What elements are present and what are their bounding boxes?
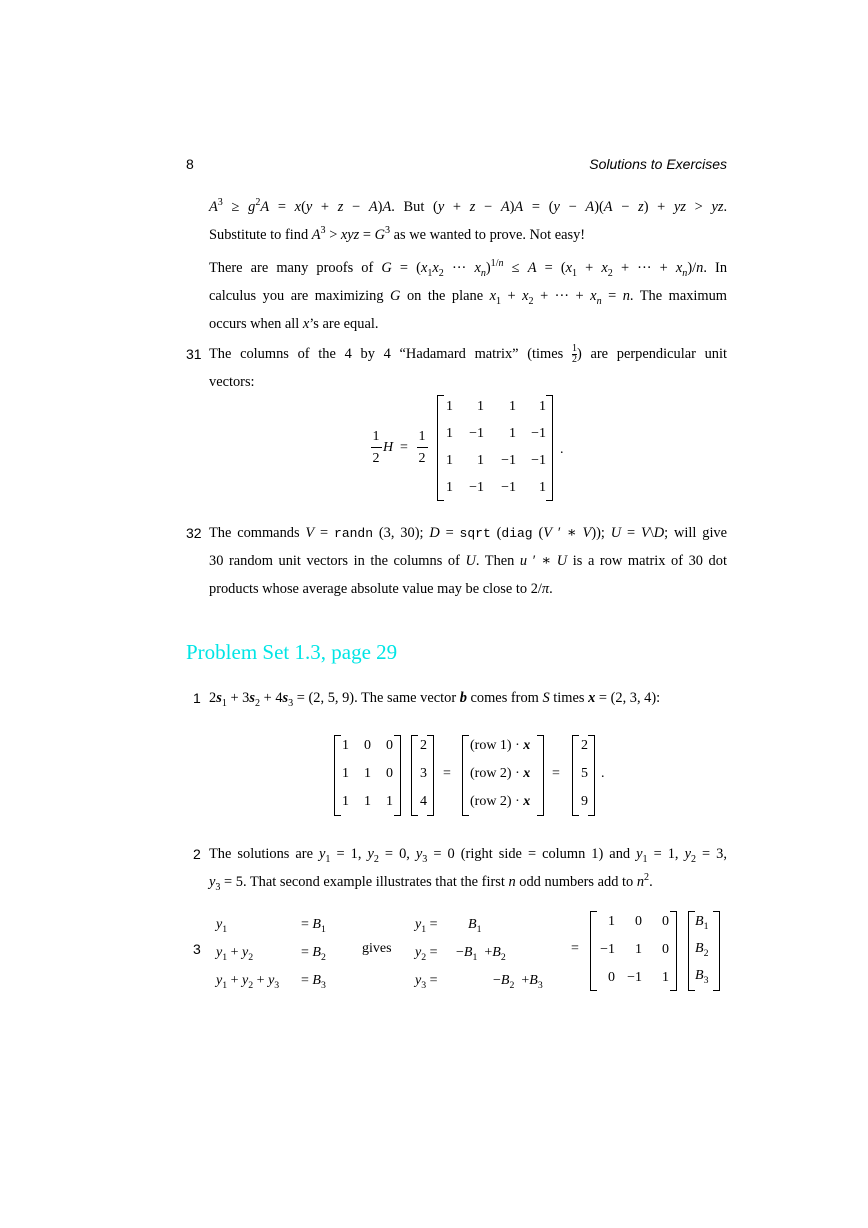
difference-matrix-cell: 1: [608, 914, 615, 929]
continuation-line-3: There are many proofs of $G = (x_1x_2$ ··· $x_n)^{1/n} \le A = (x_1 + x_2$ + ··· + $x_n)/n$. In: [209, 258, 728, 279]
matrix-s-cell: 1: [342, 794, 349, 809]
hadamard-matrix-cell: 1: [509, 426, 516, 441]
matrix-s-cell: 1: [342, 766, 349, 781]
hadamard-matrix-cell: 1: [477, 399, 484, 414]
difference-matrix-cell: −1: [600, 942, 615, 957]
exercise-31-line-2: vectors:: [209, 374, 255, 390]
exercise-2-line-1: The solutions are $y_1 = 1$, $y_2 = 0$, $y_3 = 0$ (right side = column 1) and $y_1 = 1$, $y_2 = 3$,: [209, 846, 727, 865]
continuation-line-5: occurs when all x’s are equal.: [209, 316, 379, 332]
exercise-number-31: 31: [186, 346, 202, 362]
hadamard-matrix-cell: 1: [477, 453, 484, 468]
row-product-cell: (row 1) · x: [470, 738, 531, 753]
matrix-s-cell: 1: [342, 738, 349, 753]
page-number: 8: [186, 156, 194, 172]
difference-matrix-cell: 0: [635, 914, 642, 929]
running-title: Solutions to Exercises: [589, 156, 727, 172]
exercise-31-line-1: The columns of the 4 by 4 “Hadamard matrix” (times $\frac{1}{2}$ ) are perpendicular unit: [209, 343, 727, 366]
hadamard-matrix-cell: −1: [531, 426, 546, 441]
difference-matrix-cell: 0: [608, 970, 615, 985]
continuation-line-4: calculus you are maximizing G on the plane $x_1 + x_2$ + ··· + $x_n = n$. The maximum: [209, 288, 727, 307]
matrix-s-cell: 1: [364, 766, 371, 781]
hadamard-matrix-cell: 1: [446, 399, 453, 414]
matrix-s-cell: 1: [364, 794, 371, 809]
matrix-s-cell: 0: [386, 766, 393, 781]
row-product-cell: (row 2) · x: [470, 794, 531, 809]
result-vector-cell: 5: [581, 766, 588, 781]
exercise-32-line-2: 30 random unit vectors in the columns of U. Then u ′ ∗ U is a row matrix of 30 dot: [209, 553, 727, 569]
hadamard-matrix-cell: 1: [446, 480, 453, 495]
hadamard-matrix-cell: −1: [469, 480, 484, 495]
difference-matrix-cell: 0: [662, 914, 669, 929]
exercise-number-3: 3: [193, 941, 201, 957]
exercise-32-line-1: The commands V = randn (3, 30); D = sqrt (diag (V ′ ∗ V)); U = V\D; will give: [209, 525, 728, 541]
row-product-cell: (row 2) · x: [470, 766, 531, 781]
section-heading: Problem Set 1.3, page 29: [186, 640, 398, 664]
vector-x-cell: 2: [420, 738, 427, 753]
continuation-line-1: $A^3 \ge g^2A = x(y + z - A)A$. But (y + z − A)A = (y − A)(A − z) + yz > yz.: [209, 197, 728, 215]
exercise-32-line-3: products whose average absolute value may be close to 2/π.: [209, 581, 553, 597]
hadamard-matrix-cell: 1: [509, 399, 516, 414]
hadamard-matrix-cell: 1: [539, 480, 546, 495]
hadamard-matrix-cell: 1: [539, 399, 546, 414]
result-vector-cell: 2: [581, 738, 588, 753]
hadamard-matrix-cell: −1: [531, 453, 546, 468]
matrix-s-cell: 0: [386, 738, 393, 753]
matrix-s-cell: 0: [364, 738, 371, 753]
hadamard-matrix-cell: −1: [501, 453, 516, 468]
exercise-1-line-1: $2s_1 + 3s_2 + 4s_3 = (2$, 5, 9). The same vector b comes from S times x = (2, 3, 4):: [209, 690, 661, 709]
difference-matrix-cell: 0: [662, 942, 669, 957]
vector-x-cell: 4: [420, 794, 427, 809]
continuation-line-2: Substitute to find $A^3$ > xyz = $G^3$ as we wanted to prove. Not easy!: [209, 225, 586, 243]
hadamard-matrix-cell: 1: [446, 426, 453, 441]
difference-matrix-cell: 1: [662, 970, 669, 985]
exercise-number-2: 2: [193, 846, 201, 862]
matrix-s-cell: 1: [386, 794, 393, 809]
exercise-number-32: 32: [186, 525, 202, 541]
gives-word: gives: [362, 941, 392, 956]
result-vector-cell: 9: [581, 794, 588, 809]
difference-matrix-cell: −1: [627, 970, 642, 985]
exercise-number-1: 1: [193, 690, 201, 706]
hadamard-matrix-cell: 1: [446, 453, 453, 468]
difference-matrix-cell: 1: [635, 942, 642, 957]
hadamard-matrix-cell: −1: [501, 480, 516, 495]
vector-x-cell: 3: [420, 766, 427, 781]
exercise-2-line-2: $y_3 = 5$. That second example illustrates that the first n odd numbers add to $n^2$.: [209, 872, 653, 893]
hadamard-matrix-cell: −1: [469, 426, 484, 441]
